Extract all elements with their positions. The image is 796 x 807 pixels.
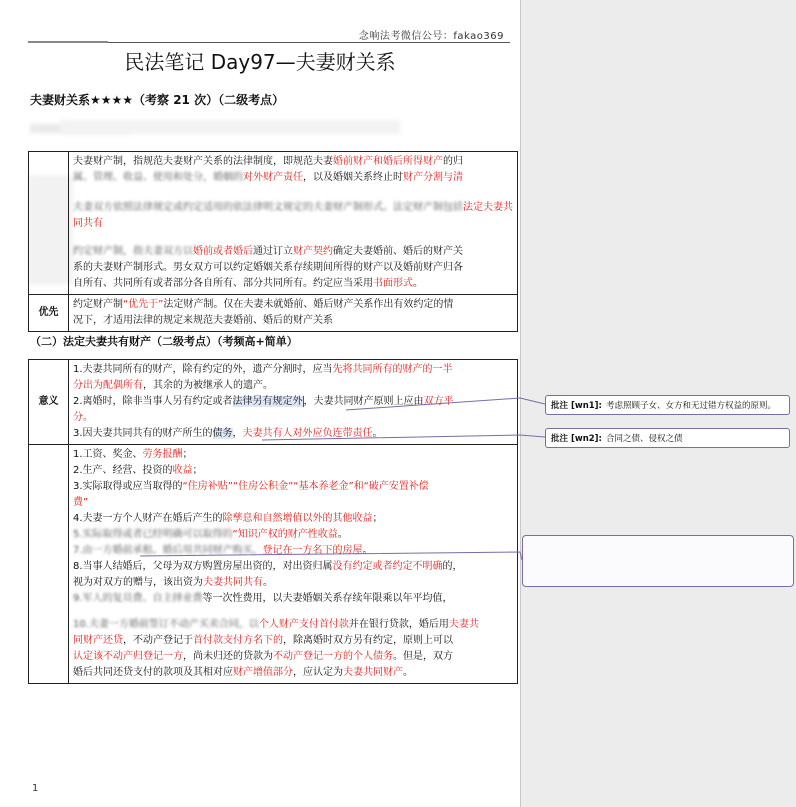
blurred-area [60, 120, 400, 134]
joint-property-list: 1.工资、奖金、劳务报酬； 2.生产、经营、投资的收益； 3.实际取得或应当取得的“住房补贴”“住房公积金”“基本养老金”和“破产安置补偿 费” 4.夫妻一方个人财产在婚后产生的除孳息和自然增值以外的其他收益； 5.实际取得或者已经明确可以取得的“知识产权的财产性收益。 7.由一方婚前承租、婚后用共同财产购买，登记在一方名下的房屋。 8.当事人结婚后，父母为双方购置房屋出资的，对出资归属没有约定或者约定不明确的， 视为对双方的赠与，该出资为夫妻共同共有。 9.军人的复员费、自主择业费等一次性费用，以夫妻婚姻关系存续年限乘以年平均值， 10.夫妻一方婚前签订不动产买卖合同，以个人财产支付首付款并在银行贷款，婚后用夫妻共 同财产还贷，不动产登记于首付款支付方名下的，除离婚时双方另有约定，原则上可以 认定该不动产归登记一方，尚未归还的贷款为不动产登记一方的个人债务。但是，双方 婚后共同还贷支付的款项及其相对应财产增值部分，应认定为夫妻共同财产。 [69, 445, 518, 684]
header-rule-accent [28, 41, 108, 43]
section-heading: 夫妻财关系★★★★（考察 21 次）（二级考点） [30, 93, 285, 107]
comment-tag: 批注 [wn1]: [551, 401, 602, 411]
page-number: 1 [32, 783, 39, 794]
comment-text: 考虑照顾子女、女方和无过错方权益的原则。 [605, 401, 776, 411]
comment-text: 合同之债、侵权之债 [605, 434, 683, 444]
joint-property-table [28, 359, 518, 684]
row-label: 优先 [29, 295, 69, 332]
table-row [29, 445, 518, 684]
row-label [29, 152, 69, 295]
comment-box-blurred[interactable] [522, 535, 794, 587]
definition-cell: 夫妻财产制，指规范夫妻财产关系的法律制度，即规范夫妻婚前财产和婚后所得财产的归 属、管理、收益、使用和处分，婚姻的对外财产责任，以及婚姻关系终止时财产分割与清 夫妻双方依照法律规定或约定适用的依法律明文规定的夫妻财产制形式。法定财产制包括法定夫妻共同共有 约定财产制，指夫妻双方以婚前或者婚后通过订立财产契约确定夫妻婚前、婚后的财产关 系的夫妻财产制形式。男女双方可以约定婚姻关系存续期间所得的财产以及婚前财产归各 自所有、共同所有或者部分各自所有、部分共同所有。约定应当采用书面形式。 [69, 152, 518, 295]
row-label [29, 445, 69, 684]
table-row [29, 152, 518, 295]
comment-box-wn2[interactable] [545, 428, 790, 448]
section-heading-2: （二）法定夫妻共有财产（二级考点）（考频高+简单） [30, 335, 298, 348]
comment-tag: 批注 [wn2]: [551, 434, 602, 444]
row-label: 意义 [29, 360, 69, 445]
table-row [29, 360, 518, 445]
priority-cell: 约定财产制“优先于”法定财产制。仅在夫妻未就婚前、婚后财产关系作出有效约定的情 况下，才适用法律的规定来规范夫妻婚前、婚后的财产关系 [69, 295, 518, 332]
table-row [29, 295, 518, 332]
comment-box-wn1[interactable] [545, 395, 790, 415]
page-title: 民法笔记 Day97—夫妻财关系 [124, 50, 396, 74]
property-system-table [28, 151, 518, 332]
meaning-cell: 1.夫妻共同所有的财产，除有约定的外，遗产分割时，应当先将共同所有的财产的一半 分出为配偶所有，其余的为被继承人的遗产。 2.离婚时，除非当事人另有约定或者法律另有规定外，夫妻共同财产原则上应由双方平 分。 3.因夫妻共同共有的财产所生的债务，夫妻共有人对外应负连带责任。 [69, 360, 518, 445]
page-header-text: 念响法考微信公号：fakao369 [358, 31, 504, 42]
